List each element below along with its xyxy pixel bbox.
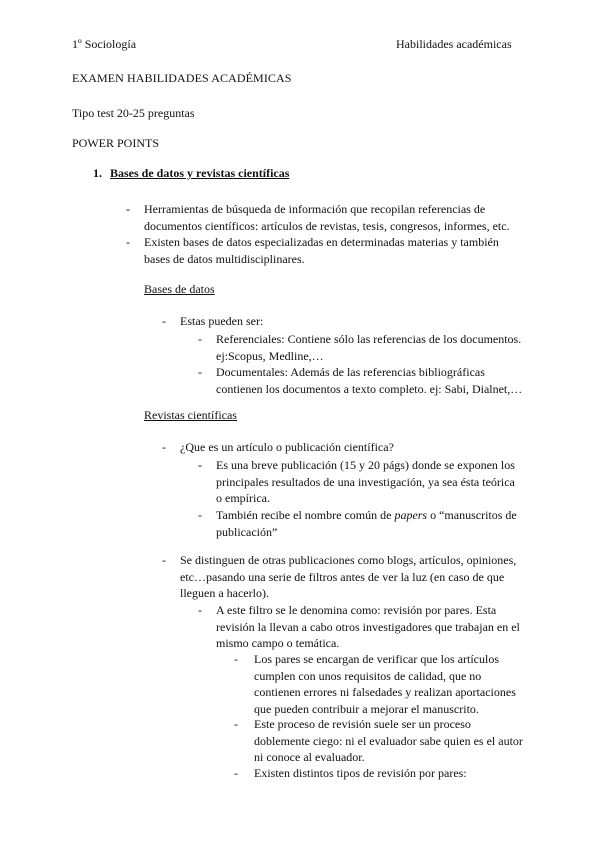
text-line: bases de datos multidisciplinares. bbox=[144, 251, 305, 266]
text-line: Herramientas de búsqueda de información que recopilan referencias de bbox=[144, 202, 486, 216]
bullet-dash: - bbox=[234, 652, 238, 666]
section-heading bbox=[93, 165, 289, 182]
text-line: que pueden contribuir a mejorar el manuscrito. bbox=[254, 701, 479, 716]
text-line: Es una breve publicación (15 y 20 págs) donde se exponen los bbox=[216, 458, 515, 472]
text-line: Se distinguen de otras publicaciones como blogs, artículos, opiniones, bbox=[180, 553, 517, 567]
text-line: principales resultados de una investigación, ya sea ésta teórica bbox=[216, 474, 515, 489]
text-line: o empírica. bbox=[216, 491, 270, 505]
text-emphasis: papers bbox=[394, 508, 428, 522]
bullet-dash: - bbox=[234, 717, 238, 731]
header-subject: Habilidades académicas bbox=[396, 37, 512, 51]
text-line: Este proceso de revisión suele ser un proceso bbox=[254, 717, 471, 731]
subheading-bases: Bases de datos bbox=[144, 282, 215, 296]
text-line: Referenciales: Contiene sólo las referencias de los documentos. bbox=[216, 332, 522, 346]
text-span: o “manuscritos de bbox=[427, 508, 517, 522]
text-line: lleguen a hacerlo). bbox=[180, 586, 269, 600]
text-line: Documentales: Además de las referencias bibliográficas bbox=[216, 365, 485, 379]
text-line: cumplen con unos requisitos de calidad, que no bbox=[254, 668, 482, 683]
bullet-dash: - bbox=[126, 202, 130, 216]
header-course: 1º Sociología bbox=[72, 37, 137, 51]
bullet-dash: - bbox=[198, 332, 202, 346]
text-line: etc…pasando una serie de filtros antes de ver la luz (en caso de que bbox=[180, 569, 505, 584]
exam-type: Tipo test 20-25 preguntas bbox=[72, 106, 195, 120]
text-span: También recibe el nombre común de bbox=[216, 508, 395, 522]
bullet-dash: - bbox=[162, 440, 166, 454]
text-line: A este filtro se le denomina como: revisión por pares. Esta bbox=[216, 603, 497, 617]
text-line: Estas pueden ser: bbox=[180, 314, 264, 328]
text-line: doblemente ciego: ni el evaluador sabe quien es el autor bbox=[254, 733, 523, 748]
text-line: ¿Que es un artículo o publicación científica? bbox=[180, 440, 394, 454]
subheading-revistas: Revistas científicas bbox=[144, 408, 237, 422]
section-label: POWER POINTS bbox=[72, 136, 160, 150]
text-line: mismo campo o temática. bbox=[216, 636, 340, 650]
bullet-dash: - bbox=[198, 458, 202, 472]
section-title: Bases de datos y revistas científicas bbox=[110, 166, 290, 180]
text-line: publicación” bbox=[216, 524, 278, 539]
bullet-dash: - bbox=[198, 603, 202, 617]
text-line: ej:Scopus, Medline,… bbox=[216, 348, 324, 363]
page-title: EXAMEN HABILIDADES ACADÉMICAS bbox=[72, 71, 292, 85]
text-line: revisión la llevan a cabo otros investigadores que trabajan en el bbox=[216, 619, 520, 634]
section-number: 1. bbox=[93, 166, 102, 180]
text-line: contienen los documentos a texto completo. ej: Sabi, Dialnet,… bbox=[216, 381, 523, 396]
bullet-dash: - bbox=[234, 766, 238, 780]
text-line: documentos científicos: artículos de revistas, tesis, congresos, informes, etc. bbox=[144, 218, 510, 233]
bullet-dash: - bbox=[198, 365, 202, 379]
text-line bbox=[216, 507, 517, 524]
text-line: ni conoce al evaluador. bbox=[254, 750, 365, 764]
bullet-dash: - bbox=[162, 553, 166, 567]
text-line: Los pares se encargan de verificar que los artículos bbox=[254, 652, 500, 666]
bullet-dash: - bbox=[198, 508, 202, 522]
text-line: contienen errores ni falsedades y realizan aportaciones bbox=[254, 685, 516, 699]
bullet-dash: - bbox=[126, 235, 130, 249]
bullet-dash: - bbox=[162, 314, 166, 328]
text-line: Existen bases de datos especializadas en determinadas materias y también bbox=[144, 235, 499, 249]
text-line: Existen distintos tipos de revisión por pares: bbox=[254, 766, 467, 780]
